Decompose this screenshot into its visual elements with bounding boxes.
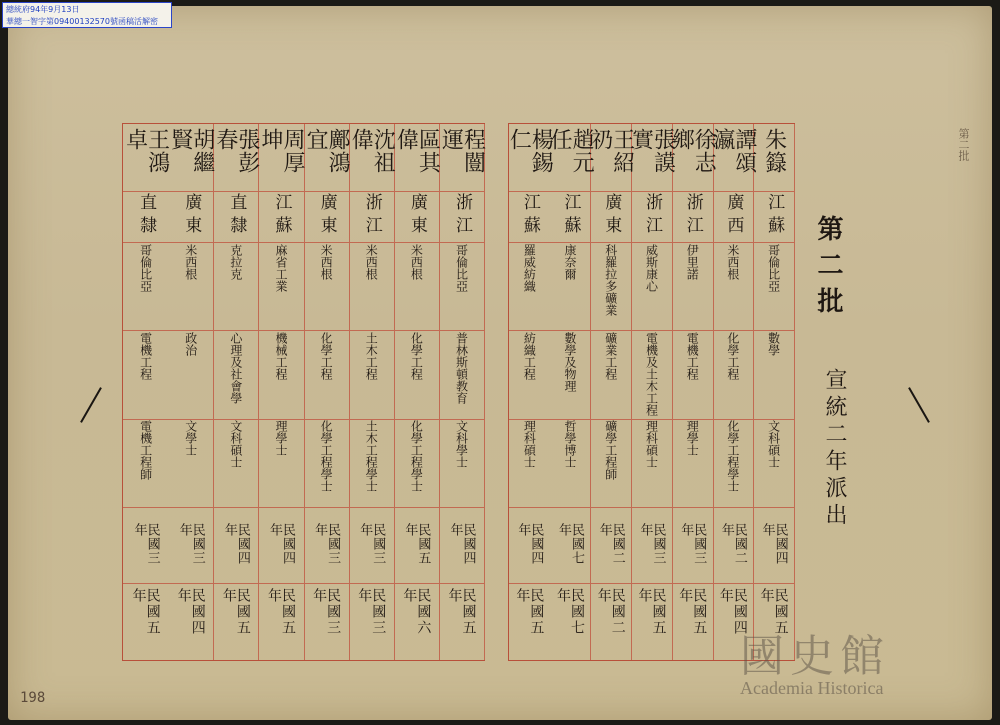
student-name: 譚頌瀛 [709, 127, 757, 174]
student-major: 化學工程 [725, 332, 740, 381]
stamp-line-2: 華總一智字第09400132570號函稿活解密 [6, 17, 158, 26]
student-province: 江蘇 [764, 192, 785, 239]
student-major: 化學工程 [409, 332, 424, 381]
student-school: 科羅拉多礦業 [603, 243, 618, 316]
student-major: 政治 [183, 332, 198, 357]
student-year-grad: 民國五年 [402, 522, 431, 565]
student-degree: 土木工程學士 [364, 420, 379, 493]
student-year-grad: 民國三年 [678, 522, 707, 565]
student-name: 朱籙 [761, 127, 787, 174]
student-column [123, 124, 168, 660]
student-province: 江蘇 [271, 192, 292, 239]
student-major: 電機及土木工程 [644, 332, 659, 417]
student-column [168, 124, 214, 660]
student-year-return: 民國五年 [265, 587, 296, 636]
student-name: 程闓運 [438, 127, 486, 174]
student-year-return: 民國七年 [555, 587, 586, 636]
student-year-return: 民國五年 [446, 587, 477, 636]
margin-note: 第二批 [957, 128, 970, 161]
student-column [669, 124, 717, 660]
student-name: 鄺鴻宜 [303, 127, 351, 174]
student-major: 數學 [766, 332, 781, 357]
student-name: 楊錫仁 [506, 127, 554, 174]
student-year-return: 民國四年 [717, 587, 748, 636]
student-name: 張彭春 [212, 127, 260, 174]
student-year-grad: 民國三年 [176, 522, 205, 565]
student-year-return: 民國五年 [220, 587, 251, 636]
student-column [349, 124, 395, 660]
student-column [258, 124, 304, 660]
student-column [587, 124, 635, 660]
student-year-return: 民國四年 [175, 587, 206, 636]
student-major: 礦業工程 [603, 332, 618, 381]
student-school: 哥倫比亞 [454, 243, 469, 292]
student-province: 廣東 [601, 192, 622, 239]
student-school: 米西根 [409, 243, 424, 280]
student-degree: 理學士 [685, 420, 700, 457]
student-major: 普林斯頓教育 [454, 332, 469, 405]
student-column [439, 124, 485, 660]
student-column [213, 124, 259, 660]
student-year-return: 民國三年 [356, 587, 387, 636]
student-school: 哥倫比亞 [766, 243, 781, 292]
student-school: 米西根 [725, 243, 740, 280]
student-province: 廣東 [181, 192, 202, 239]
student-year-grad: 民國七年 [556, 522, 585, 565]
student-column [547, 124, 595, 660]
student-degree: 文科碩士 [228, 420, 243, 469]
student-degree: 文學士 [183, 420, 198, 457]
student-column [709, 124, 757, 660]
student-degree: 化學工程學士 [725, 420, 740, 493]
student-name: 趙元任 [547, 127, 595, 174]
student-province: 直隸 [136, 192, 157, 239]
student-school: 米西根 [319, 243, 334, 280]
student-major: 數學及物理 [563, 332, 578, 393]
student-province: 浙江 [641, 192, 662, 239]
student-name: 周厚坤 [257, 127, 305, 174]
student-major: 機械工程 [273, 332, 288, 381]
student-degree: 文科學士 [454, 420, 469, 469]
student-province: 浙江 [682, 192, 703, 239]
student-school: 麻省工業 [273, 243, 288, 292]
student-column [753, 124, 795, 660]
student-school: 伊里諾 [685, 243, 700, 280]
student-degree: 電機工程師 [138, 420, 153, 481]
student-province: 廣東 [316, 192, 337, 239]
page-number: 198 [20, 690, 46, 706]
student-province: 江蘇 [519, 192, 540, 239]
student-degree: 文科碩士 [766, 420, 781, 469]
student-school: 哥倫比亞 [138, 243, 153, 292]
student-name: 徐志鄉 [669, 127, 717, 174]
archive-watermark: 國史館 [740, 631, 890, 682]
student-province: 廣東 [406, 192, 427, 239]
student-province: 廣西 [723, 192, 744, 239]
left-roster-table [122, 123, 485, 661]
student-province: 江蘇 [560, 192, 581, 239]
student-year-grad: 民國四年 [515, 522, 544, 565]
student-school: 羅威紡織 [522, 243, 537, 292]
student-year-grad: 民國三年 [312, 522, 341, 565]
student-degree: 礦學工程師 [603, 420, 618, 481]
student-year-grad: 民國二年 [718, 522, 747, 565]
student-year-grad: 民國四年 [759, 522, 788, 565]
student-name: 沈祖偉 [348, 127, 396, 174]
archive-watermark-english: Academia Historica [740, 678, 884, 698]
student-school: 克拉克 [228, 243, 243, 280]
student-name: 王鴻卓 [122, 127, 170, 174]
student-year-grad: 民國二年 [596, 522, 625, 565]
student-degree: 理學士 [273, 420, 288, 457]
student-province: 浙江 [361, 192, 382, 239]
student-degree: 化學工程學士 [319, 420, 334, 493]
student-year-return: 民國三年 [311, 587, 342, 636]
student-name: 胡繼賢 [167, 127, 215, 174]
student-year-grad: 民國三年 [131, 522, 160, 565]
batch-title: 第二批 [813, 215, 843, 323]
student-column [628, 124, 676, 660]
dispatch-subtitle: 宣統二年派出 [822, 368, 847, 530]
student-name: 區其偉 [393, 127, 441, 174]
student-degree: 化學工程學士 [409, 420, 424, 493]
student-year-grad: 民國四年 [221, 522, 250, 565]
student-year-return: 民國五年 [758, 587, 789, 636]
student-year-return: 民國二年 [595, 587, 626, 636]
student-year-return: 民國五年 [514, 587, 545, 636]
student-school: 康奈爾 [563, 243, 578, 280]
student-major: 紡織工程 [522, 332, 537, 381]
student-school: 威斯康心 [644, 243, 659, 292]
student-year-return: 民國六年 [401, 587, 432, 636]
student-year-grad: 民國四年 [266, 522, 295, 565]
student-major: 電機工程 [138, 332, 153, 381]
student-year-return: 民國五年 [130, 587, 161, 636]
student-name: 王紹礽 [587, 127, 635, 174]
stamp-line-1: 總統府94年9月13日 [6, 5, 80, 14]
student-year-return: 民國五年 [636, 587, 667, 636]
student-major: 化學工程 [319, 332, 334, 381]
student-year-grad: 民國三年 [357, 522, 386, 565]
student-major: 心理及社會學 [228, 332, 243, 405]
student-year-grad: 民國三年 [637, 522, 666, 565]
right-roster-table [508, 123, 795, 661]
student-column [304, 124, 350, 660]
student-major: 電機工程 [685, 332, 700, 381]
student-year-return: 民國五年 [677, 587, 708, 636]
student-name: 張謨實 [628, 127, 676, 174]
student-degree: 理科碩士 [644, 420, 659, 469]
student-province: 浙江 [451, 192, 472, 239]
student-year-grad: 民國四年 [447, 522, 476, 565]
student-column [506, 124, 554, 660]
student-school: 米西根 [183, 243, 198, 280]
declassification-stamp [2, 2, 172, 28]
student-province: 直隸 [226, 192, 247, 239]
student-degree: 哲學博士 [563, 420, 578, 469]
student-school: 米西根 [364, 243, 379, 280]
student-column [394, 124, 440, 660]
student-degree: 理科碩士 [522, 420, 537, 469]
student-major: 土木工程 [364, 332, 379, 381]
